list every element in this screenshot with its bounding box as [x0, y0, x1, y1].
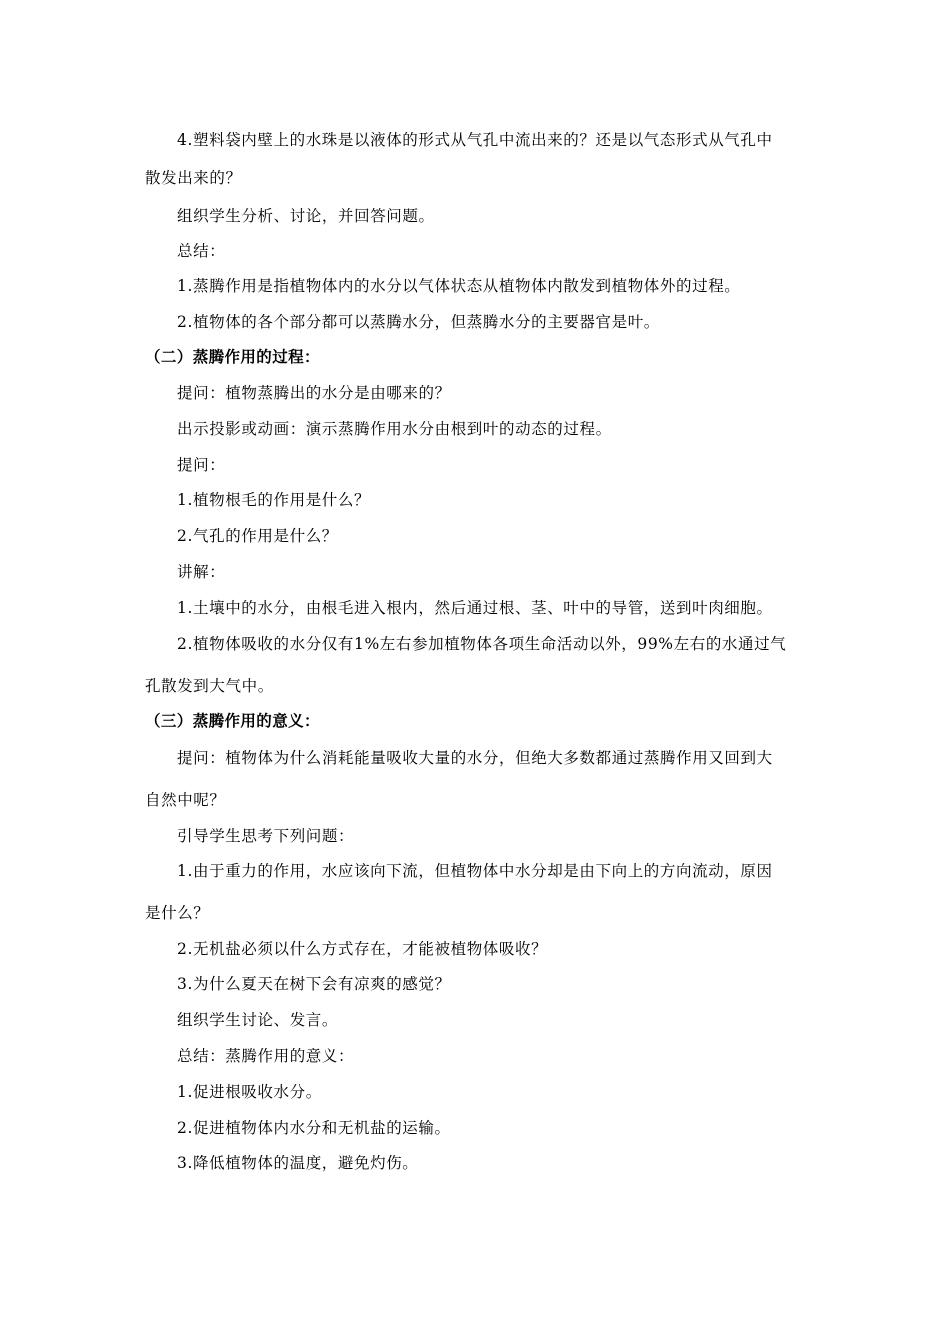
paragraph-summary-2: 2.植物体的各个部分都可以蒸腾水分，但蒸腾水分的主要器官是叶。 — [177, 313, 660, 331]
paragraph-organize-discussion: 组织学生分析、讨论，并回答问题。 — [177, 207, 435, 225]
paragraph-show-animation: 出示投影或动画：演示蒸腾作用水分由根到叶的动态的过程。 — [177, 420, 612, 438]
paragraph-guide-students: 引导学生思考下列问题： — [177, 827, 355, 845]
paragraph-explanation-1: 1.土壤中的水分，由根毛进入根内，然后通过根、茎、叶中的导管，送到叶肉细胞。 — [177, 599, 773, 617]
paragraph-explanation-label: 讲解： — [177, 563, 226, 581]
paragraph-significance-summary: 总结：蒸腾作用的意义： — [177, 1047, 355, 1065]
section-heading-significance: （三）蒸腾作用的意义： — [145, 712, 320, 730]
paragraph-explanation-2: 2.植物体吸收的水分仅有1%左右参加植物体各项生命活动以外，99%左右的水通过气 — [177, 635, 787, 653]
paragraph-root-hair-question: 1.植物根毛的作用是什么？ — [177, 491, 371, 509]
paragraph-guide-question-3: 3.为什么夏天在树下会有凉爽的感觉？ — [177, 975, 451, 993]
paragraph-summary-label: 总结： — [177, 242, 226, 260]
paragraph-question-label: 提问： — [177, 456, 226, 474]
paragraph-organize-speech: 组织学生讨论、发言。 — [177, 1011, 339, 1029]
paragraph-guide-question-2: 2.无机盐必须以什么方式存在，才能被植物体吸收？ — [177, 940, 548, 958]
paragraph-guide-question-1: 1.由于重力的作用，水应该向下流，但植物体中水分却是由下向上的方向流动，原因 — [177, 862, 773, 880]
paragraph-question-4-continued: 散发出来的？ — [145, 169, 242, 187]
paragraph-question-4: 4.塑料袋内壁上的水珠是以液体的形式从气孔中流出来的？还是以气态形式从气孔中 — [177, 131, 773, 149]
paragraph-stomata-question: 2.气孔的作用是什么？ — [177, 527, 338, 545]
paragraph-significance-1: 1.促进根吸收水分。 — [177, 1083, 322, 1101]
paragraph-question-why: 提问：植物体为什么消耗能量吸收大量的水分，但绝大多数都通过蒸腾作用又回到大 — [177, 749, 773, 767]
paragraph-guide-question-1-continued: 是什么？ — [145, 904, 210, 922]
paragraph-question-source: 提问：植物蒸腾出的水分是由哪来的？ — [177, 384, 451, 402]
paragraph-significance-3: 3.降低植物体的温度，避免灼伤。 — [177, 1154, 419, 1172]
paragraph-significance-2: 2.促进植物体内水分和无机盐的运输。 — [177, 1119, 451, 1137]
paragraph-summary-1: 1.蒸腾作用是指植物体内的水分以气体状态从植物体内散发到植物体外的过程。 — [177, 277, 741, 295]
section-heading-process: （二）蒸腾作用的过程： — [145, 348, 320, 366]
paragraph-question-why-continued: 自然中呢？ — [145, 791, 226, 809]
paragraph-explanation-2-continued: 孔散发到大气中。 — [145, 677, 274, 695]
